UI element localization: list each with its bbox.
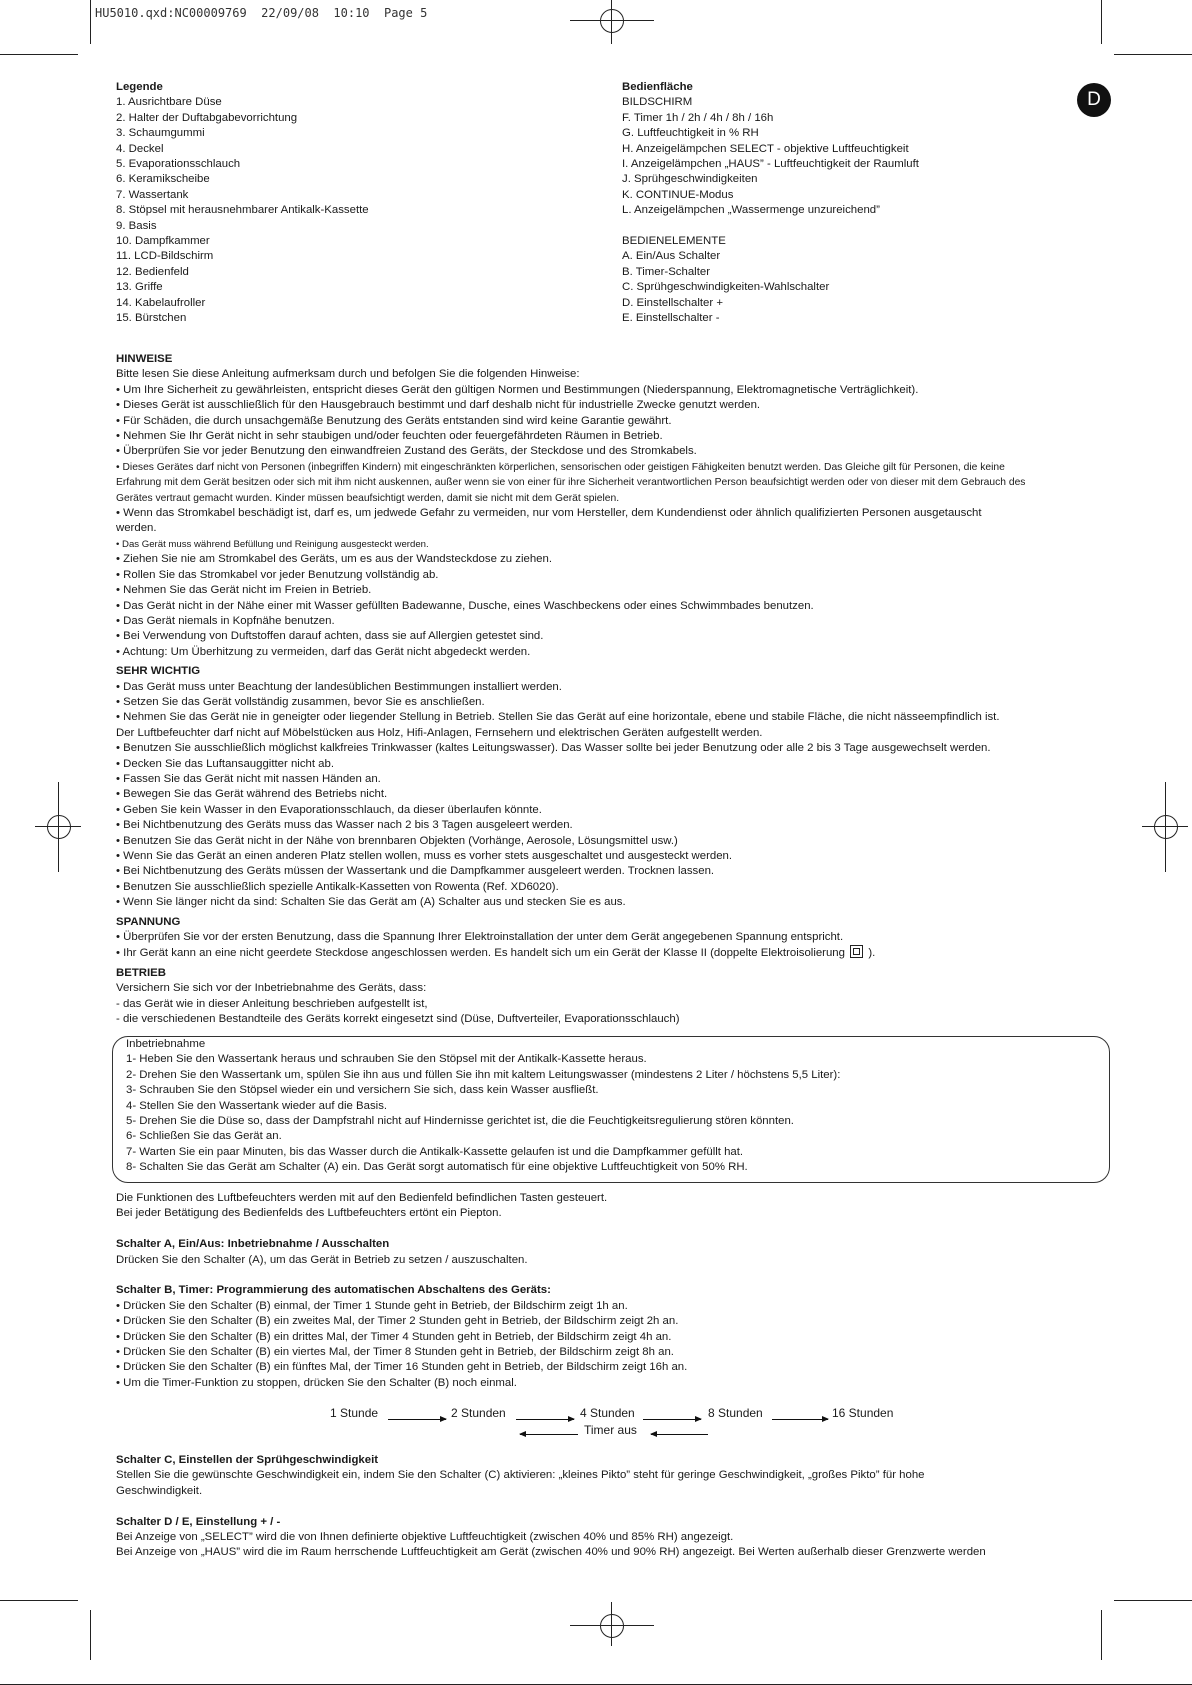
schalter-a-text: Drücken Sie den Schalter (A), um das Gerät in Betrieb zu setzen / auszuschalten.: [116, 1253, 528, 1266]
sehr-wichtig-item: Der Luftbefeuchter darf nicht auf Möbelstücken aus Holz, Hifi-Anlagen, Fernsehern und elektrischen Geräten aufgestellt werden.: [116, 726, 763, 739]
schalter-b-item: • Drücken Sie den Schalter (B) ein viertes Mal, der Timer 8 Stunden geht in Betrieb, der Bildschirm zeigt 8h an.: [116, 1346, 674, 1359]
schalter-b-item: • Drücken Sie den Schalter (B) ein fünftes Mal, der Timer 16 Stunden geht in Betrieb, der Bildschirm zeigt 16h an.: [116, 1361, 688, 1374]
crop-mark: [0, 54, 78, 55]
crop-mark: [1114, 54, 1192, 55]
hinweis-item: • Überprüfen Sie vor jeder Benutzung den einwandfreien Zustand des Geräts, der Steckdose und des Stromkabels.: [116, 445, 697, 458]
hinweis-item: • Das Gerät nicht in der Nähe einer mit Wasser gefüllten Badewanne, Dusche, eines Waschbeckens oder eines Schwimmbades benutzen.: [116, 599, 814, 612]
schalter-c-text: Stellen Sie die gewünschte Geschwindigkeit ein, indem Sie den Schalter (C) aktivieren: „kleines Pikto” steht für geringe Geschwindigkeit, „großes Pikto” für hohe: [116, 1469, 925, 1482]
hinweis-item: • Ziehen Sie nie am Stromkabel des Geräts, um es aus der Wandsteckdose zu ziehen.: [116, 553, 552, 566]
registration-mark-bottom-v: [611, 1602, 612, 1646]
timer-step-2: 2 Stunden: [451, 1406, 506, 1420]
registration-mark-left: [47, 815, 71, 839]
schalter-a-title: Schalter A, Ein/Aus: Inbetriebnahme / Ausschalten: [116, 1238, 390, 1251]
flow-arrow-left-icon: [520, 1434, 578, 1435]
hinweise-section: [116, 352, 1106, 1027]
sehr-wichtig-title: SEHR WICHTIG: [116, 665, 201, 678]
hinweis-item: • Dieses Gerät ist ausschließlich für den Hausgebrauch bestimmt und darf deshalb nicht für industrielle Zwecke genutzt werden.: [116, 399, 761, 412]
print-slug: HU5010.qxd:NC00009769 22/09/08 10:10 Page 5: [95, 6, 428, 20]
crop-mark: [90, 0, 91, 44]
hinweis-item: • Bei Verwendung von Duftstoffen darauf achten, dass sie auf Allergien getestet sind.: [116, 630, 544, 643]
legende-item: 14. Kabelaufroller: [116, 296, 206, 309]
control-item: C. Sprühgeschwindigkeiten-Wahlschalter: [622, 281, 830, 294]
legende-item: 4. Deckel: [116, 142, 164, 155]
betrieb-item: - die verschiedenen Bestandteile des Geräts korrekt eingesetzt sind (Düse, Duftverteiler, Evaporationsschlauch): [116, 1013, 680, 1026]
screen-item: H. Anzeigelämpchen SELECT - objektive Luftfeuchtigkeit: [622, 142, 909, 155]
flow-arrow-left-icon: [651, 1434, 708, 1435]
screen-title: BILDSCHIRM: [622, 96, 693, 109]
language-badge: D: [1077, 83, 1111, 117]
inbetriebnahme-step: 5- Drehen Sie die Düse so, dass der Dampfstrahl nicht auf Hindernisse gerichtet ist, die die Feuchtigkeitsregulierung stören könnten.: [126, 1115, 794, 1128]
schalter-b-item: • Drücken Sie den Schalter (B) einmal, der Timer 1 Stunde geht in Betrieb, der Bildschirm zeigt 1h an.: [116, 1299, 628, 1312]
timer-step-1: 1 Stunde: [330, 1406, 379, 1420]
schalter-de-text: Bei Anzeige von „HAUS” wird die im Raum herrschende Luftfeuchtigkeit am Gerät (zwischen 40% und 90% RH) angezeigt. Bei Werten außerhalb dieser Grenzwerte werden: [116, 1546, 986, 1559]
legende-item: 6. Keramikscheibe: [116, 173, 210, 186]
hinweis-item: • Um Ihre Sicherheit zu gewährleisten, entspricht dieses Gerät den gültigen Normen und Bestimmungen (Niederspannung, Elektromagnetische Verträglichkeit).: [116, 383, 919, 396]
legende-item: 15. Bürstchen: [116, 312, 187, 325]
crop-mark: [1114, 1600, 1192, 1601]
inbetriebnahme-step: 3- Schrauben Sie den Stöpsel wieder ein und versichern Sie sich, dass kein Wasser ausfließt.: [126, 1084, 599, 1097]
legende-item: 9. Basis: [116, 219, 157, 232]
screen-item: L. Anzeigelämpchen „Wassermenge unzureichend”: [622, 204, 880, 217]
legende-item: 2. Halter der Duftabgabevorrichtung: [116, 111, 298, 124]
timer-step-4: 8 Stunden: [708, 1406, 763, 1420]
control-item: B. Timer-Schalter: [622, 265, 710, 278]
double-insulation-icon: [850, 945, 863, 958]
inbetriebnahme-step: 4- Stellen Sie den Wassertank wieder auf die Basis.: [126, 1099, 388, 1112]
funktionen-line: Bei jeder Betätigung des Bedienfelds des Luftbefeuchters ertönt ein Piepton.: [116, 1207, 502, 1220]
sehr-wichtig-item: • Benutzen Sie das Gerät nicht in der Nähe von brennbaren Objekten (Vorhänge, Aerosole, Lösungsmittel usw.): [116, 834, 678, 847]
schalter-b-item: • Drücken Sie den Schalter (B) ein drittes Mal, der Timer 4 Stunden geht in Betrieb, der Bildschirm zeigt 4h an.: [116, 1330, 672, 1343]
sehr-wichtig-item: • Bei Nichtbenutzung des Geräts muss das Wasser nach 2 bis 3 Tagen ausgeleert werden.: [116, 819, 573, 832]
inbetriebnahme-step: 6- Schließen Sie das Gerät an.: [126, 1130, 282, 1143]
crop-mark: [1101, 1610, 1102, 1660]
funktionen-line: Die Funktionen des Luftbefeuchters werden mit auf den Bedienfeld befindlichen Tasten gesteuert.: [116, 1192, 608, 1204]
legende-item: 8. Stöpsel mit herausnehmbarer Antikalk-Kassette: [116, 204, 369, 217]
betrieb-title: BETRIEB: [116, 966, 166, 979]
hinweis-item: • Achtung: Um Überhitzung zu vermeiden, darf das Gerät nicht abgedeckt werden.: [116, 645, 531, 658]
schalter-c-title: Schalter C, Einstellen der Sprühgeschwindigkeit: [116, 1454, 379, 1466]
control-item: A. Ein/Aus Schalter: [622, 250, 721, 263]
sehr-wichtig-item: • Benutzen Sie ausschließlich spezielle Antikalk-Kassetten von Rowenta (Ref. XD6020).: [116, 880, 559, 893]
sehr-wichtig-item: • Nehmen Sie das Gerät nie in geneigter oder liegender Stellung in Betrieb. Stellen Sie das Gerät auf eine horizontale, ebene und stabile Fläche, die nicht nässeempfindlich ist.: [116, 711, 1000, 724]
timer-step-3: 4 Stunden: [580, 1406, 635, 1420]
hinweise-intro: Bitte lesen Sie diese Anleitung aufmerksam durch und befolgen Sie die folgenden Hinweise:: [116, 368, 580, 381]
registration-mark-top-h: [570, 20, 654, 21]
funktionen-section: [116, 1191, 1106, 1391]
legende-item: 5. Evaporationsschlauch: [116, 158, 241, 171]
spannung-item-text: • Ihr Gerät kann an eine nicht geerdete Steckdose angeschlossen werden. Es handelt sich um ein Gerät der Klasse II (doppelte Elektroisolierung: [116, 947, 845, 960]
sehr-wichtig-item: • Benutzen Sie ausschließlich möglichst kalkfreies Trinkwasser (kaltes Leitungswasser). Das Wasser sollte bei jeder Benutzung oder alle 2 bis 3 Tage ausgewechselt werden.: [116, 742, 991, 755]
timer-step-5: 16 Stunden: [832, 1406, 894, 1420]
sehr-wichtig-item: • Decken Sie das Luftansauggitter nicht ab.: [116, 757, 335, 770]
sehr-wichtig-item: • Wenn Sie länger nicht da sind: Schalten Sie das Gerät am (A) Schalter aus und stecken Sie es aus.: [116, 896, 626, 909]
inbetriebnahme-step: 8- Schalten Sie das Gerät am Schalter (A) ein. Das Gerät sorgt automatisch für eine objektive Luftfeuchtigkeit von 50% RH.: [126, 1161, 748, 1174]
sehr-wichtig-item: • Setzen Sie das Gerät vollständig zusammen, bevor Sie es anschließen.: [116, 695, 485, 708]
hinweis-item: • Nehmen Sie Ihr Gerät nicht in sehr staubigen und/oder feuchten oder feuergefährdeten Räumen in Betrieb.: [116, 430, 663, 443]
screen-item: F. Timer 1h / 2h / 4h / 8h / 16h: [622, 111, 774, 124]
crop-mark: [0, 1600, 78, 1601]
hinweis-item: • Dieses Gerätes darf nicht von Personen (inbegriffen Kindern) mit eingeschränkten körperlichen, sensorischen oder geistigen Fähigkeiten benutzt werden. Das Gleiche gilt für Personen, die keine: [116, 461, 1005, 473]
legende-title: Legende: [116, 81, 163, 93]
inbetriebnahme-step: 1- Heben Sie den Wassertank heraus und schrauben Sie den Stöpsel mit der Antikalk-Kassette heraus.: [126, 1053, 647, 1066]
legende-item: 10. Dampfkammer: [116, 235, 210, 248]
spannung-item-end: ).: [868, 947, 876, 960]
inbetriebnahme-section: [126, 1037, 840, 1176]
legende-item: 1. Ausrichtbare Düse: [116, 96, 222, 109]
control-item: D. Einstellschalter +: [622, 296, 723, 309]
schalter-b-item: • Drücken Sie den Schalter (B) ein zweites Mal, der Timer 2 Stunden geht in Betrieb, der Bildschirm zeigt 2h an.: [116, 1315, 679, 1328]
screen-item: G. Luftfeuchtigkeit in % RH: [622, 127, 759, 140]
screen-item: J. Sprühgeschwindigkeiten: [622, 173, 758, 186]
hinweis-item: Erfahrung mit dem Gerät besitzen oder sich mit ihm nicht auskennen, außer wenn sie von einer für ihre Sicherheit verantwortlichen Person beaufsichtigt werden oder von dieser mit dem Gebrauch des: [116, 477, 1026, 489]
spannung-item: [116, 945, 1106, 961]
flow-arrow-right-icon: [772, 1419, 828, 1420]
registration-mark-right-v: [1165, 782, 1166, 872]
sehr-wichtig-item: • Das Gerät muss unter Beachtung der landesüblichen Bestimmungen installiert werden.: [116, 680, 562, 693]
legende-item: 7. Wassertank: [116, 188, 189, 201]
legende-section: [116, 80, 369, 327]
sehr-wichtig-item: • Bewegen Sie das Gerät während des Betriebs nicht.: [116, 788, 388, 801]
schalter-b-item: • Um die Timer-Funktion zu stoppen, drücken Sie den Schalter (B) noch einmal.: [116, 1376, 517, 1389]
flow-arrow-right-icon: [388, 1419, 446, 1420]
hinweis-item: • Nehmen Sie das Gerät nicht im Freien in Betrieb.: [116, 584, 372, 597]
inbetriebnahme-title: Inbetriebnahme: [126, 1038, 206, 1050]
sehr-wichtig-item: • Geben Sie kein Wasser in den Evaporationsschlauch, da dieser überlaufen könnte.: [116, 803, 542, 816]
hinweis-item: • Wenn das Stromkabel beschädigt ist, darf es, um jedwede Gefahr zu vermeiden, nur vom Hersteller, dem Kundendienst oder ähnlich qualifizierten Personen ausgetauscht: [116, 507, 982, 520]
sehr-wichtig-item: • Fassen Sie das Gerät nicht mit nassen Händen an.: [116, 772, 381, 785]
timer-off-label: Timer aus: [584, 1423, 637, 1437]
flow-arrow-right-icon: [516, 1419, 574, 1420]
registration-mark-right: [1154, 815, 1178, 839]
hinweis-item: • Das Gerät muss während Befüllung und Reinigung ausgesteckt werden.: [116, 538, 429, 550]
sehr-wichtig-item: • Bei Nichtbenutzung des Geräts müssen der Wassertank und die Dampfkammer ausgeleert werden. Trocknen lassen.: [116, 865, 715, 878]
registration-mark-bottom: [600, 1614, 624, 1638]
hinweis-item: • Das Gerät niemals in Kopfnähe benutzen.: [116, 614, 335, 627]
inbetriebnahme-step: 7- Warten Sie ein paar Minuten, bis das Wasser durch die Antikalk-Kassette gelaufen ist und die Dampfkammer gefüllt hat.: [126, 1145, 744, 1158]
hinweise-title: HINWEISE: [116, 353, 173, 365]
flow-arrow-right-icon: [643, 1419, 701, 1420]
legende-item: 11. LCD-Bildschirm: [116, 250, 214, 263]
schalter-c-de-section: [116, 1453, 1106, 1561]
betrieb-item: Versichern Sie sich vor der Inbetriebnahme des Geräts, dass:: [116, 982, 427, 995]
inbetriebnahme-step: 2- Drehen Sie den Wassertank um, spülen Sie ihn aus und füllen Sie ihn mit kaltem Leitungswasser (mindestens 2 Liter / höchstens 5,5 Liter):: [126, 1068, 841, 1081]
spannung-title: SPANNUNG: [116, 915, 181, 928]
bedienflaeche-section: [622, 80, 919, 327]
screen-item: I. Anzeigelämpchen „HAUS” - Luftfeuchtigkeit der Raumluft: [622, 158, 919, 171]
hinweis-item: werden.: [116, 522, 157, 535]
registration-mark-top: [600, 9, 624, 33]
crop-mark: [90, 1610, 91, 1660]
schalter-b-title: Schalter B, Timer: Programmierung des automatischen Abschaltens des Geräts:: [116, 1284, 551, 1297]
legende-item: 12. Bedienfeld: [116, 265, 189, 278]
registration-mark-bottom-h: [570, 1625, 654, 1626]
crop-mark: [1101, 0, 1102, 44]
schalter-c-text: Geschwindigkeit.: [116, 1484, 203, 1497]
hinweis-item: • Für Schäden, die durch unsachgemäße Benutzung des Geräts entstanden sind wird keine Garantie gewährt.: [116, 414, 672, 427]
control-item: E. Einstellschalter -: [622, 312, 720, 325]
schalter-de-title: Schalter D / E, Einstellung + / -: [116, 1515, 281, 1528]
screen-item: K. CONTINUE-Modus: [622, 188, 734, 201]
schalter-de-text: Bei Anzeige von „SELECT” wird die von Ihnen definierte objektive Luftfeuchtigkeit (zwischen 40% und 85% RH) angezeigt.: [116, 1531, 734, 1544]
registration-mark-top-v: [611, 0, 612, 44]
legende-item: 13. Griffe: [116, 281, 163, 294]
betrieb-item: - das Gerät wie in dieser Anleitung beschrieben aufgestellt ist,: [116, 997, 428, 1010]
sehr-wichtig-item: • Wenn Sie das Gerät an einen anderen Platz stellen wollen, muss es vorher stets ausgeschaltet und ausgesteckt werden.: [116, 850, 733, 862]
legende-item: 3. Schaumgummi: [116, 127, 205, 140]
registration-mark-left-v: [58, 782, 59, 872]
spannung-item: • Überprüfen Sie vor der ersten Benutzung, dass die Spannung Ihrer Elektroinstallation der unter dem Gerät angegebenen Spannung entspricht.: [116, 931, 844, 944]
hinweis-item: Gerätes vertraut gemacht wurden. Kinder müssen beaufsichtigt werden, damit sie nicht mit dem Gerät spielen.: [116, 492, 620, 504]
hinweis-item: • Rollen Sie das Stromkabel vor jeder Benutzung vollständig ab.: [116, 568, 439, 581]
bedienflaeche-title: Bedienfläche: [622, 81, 693, 93]
controls-title: BEDIENELEMENTE: [622, 235, 726, 248]
